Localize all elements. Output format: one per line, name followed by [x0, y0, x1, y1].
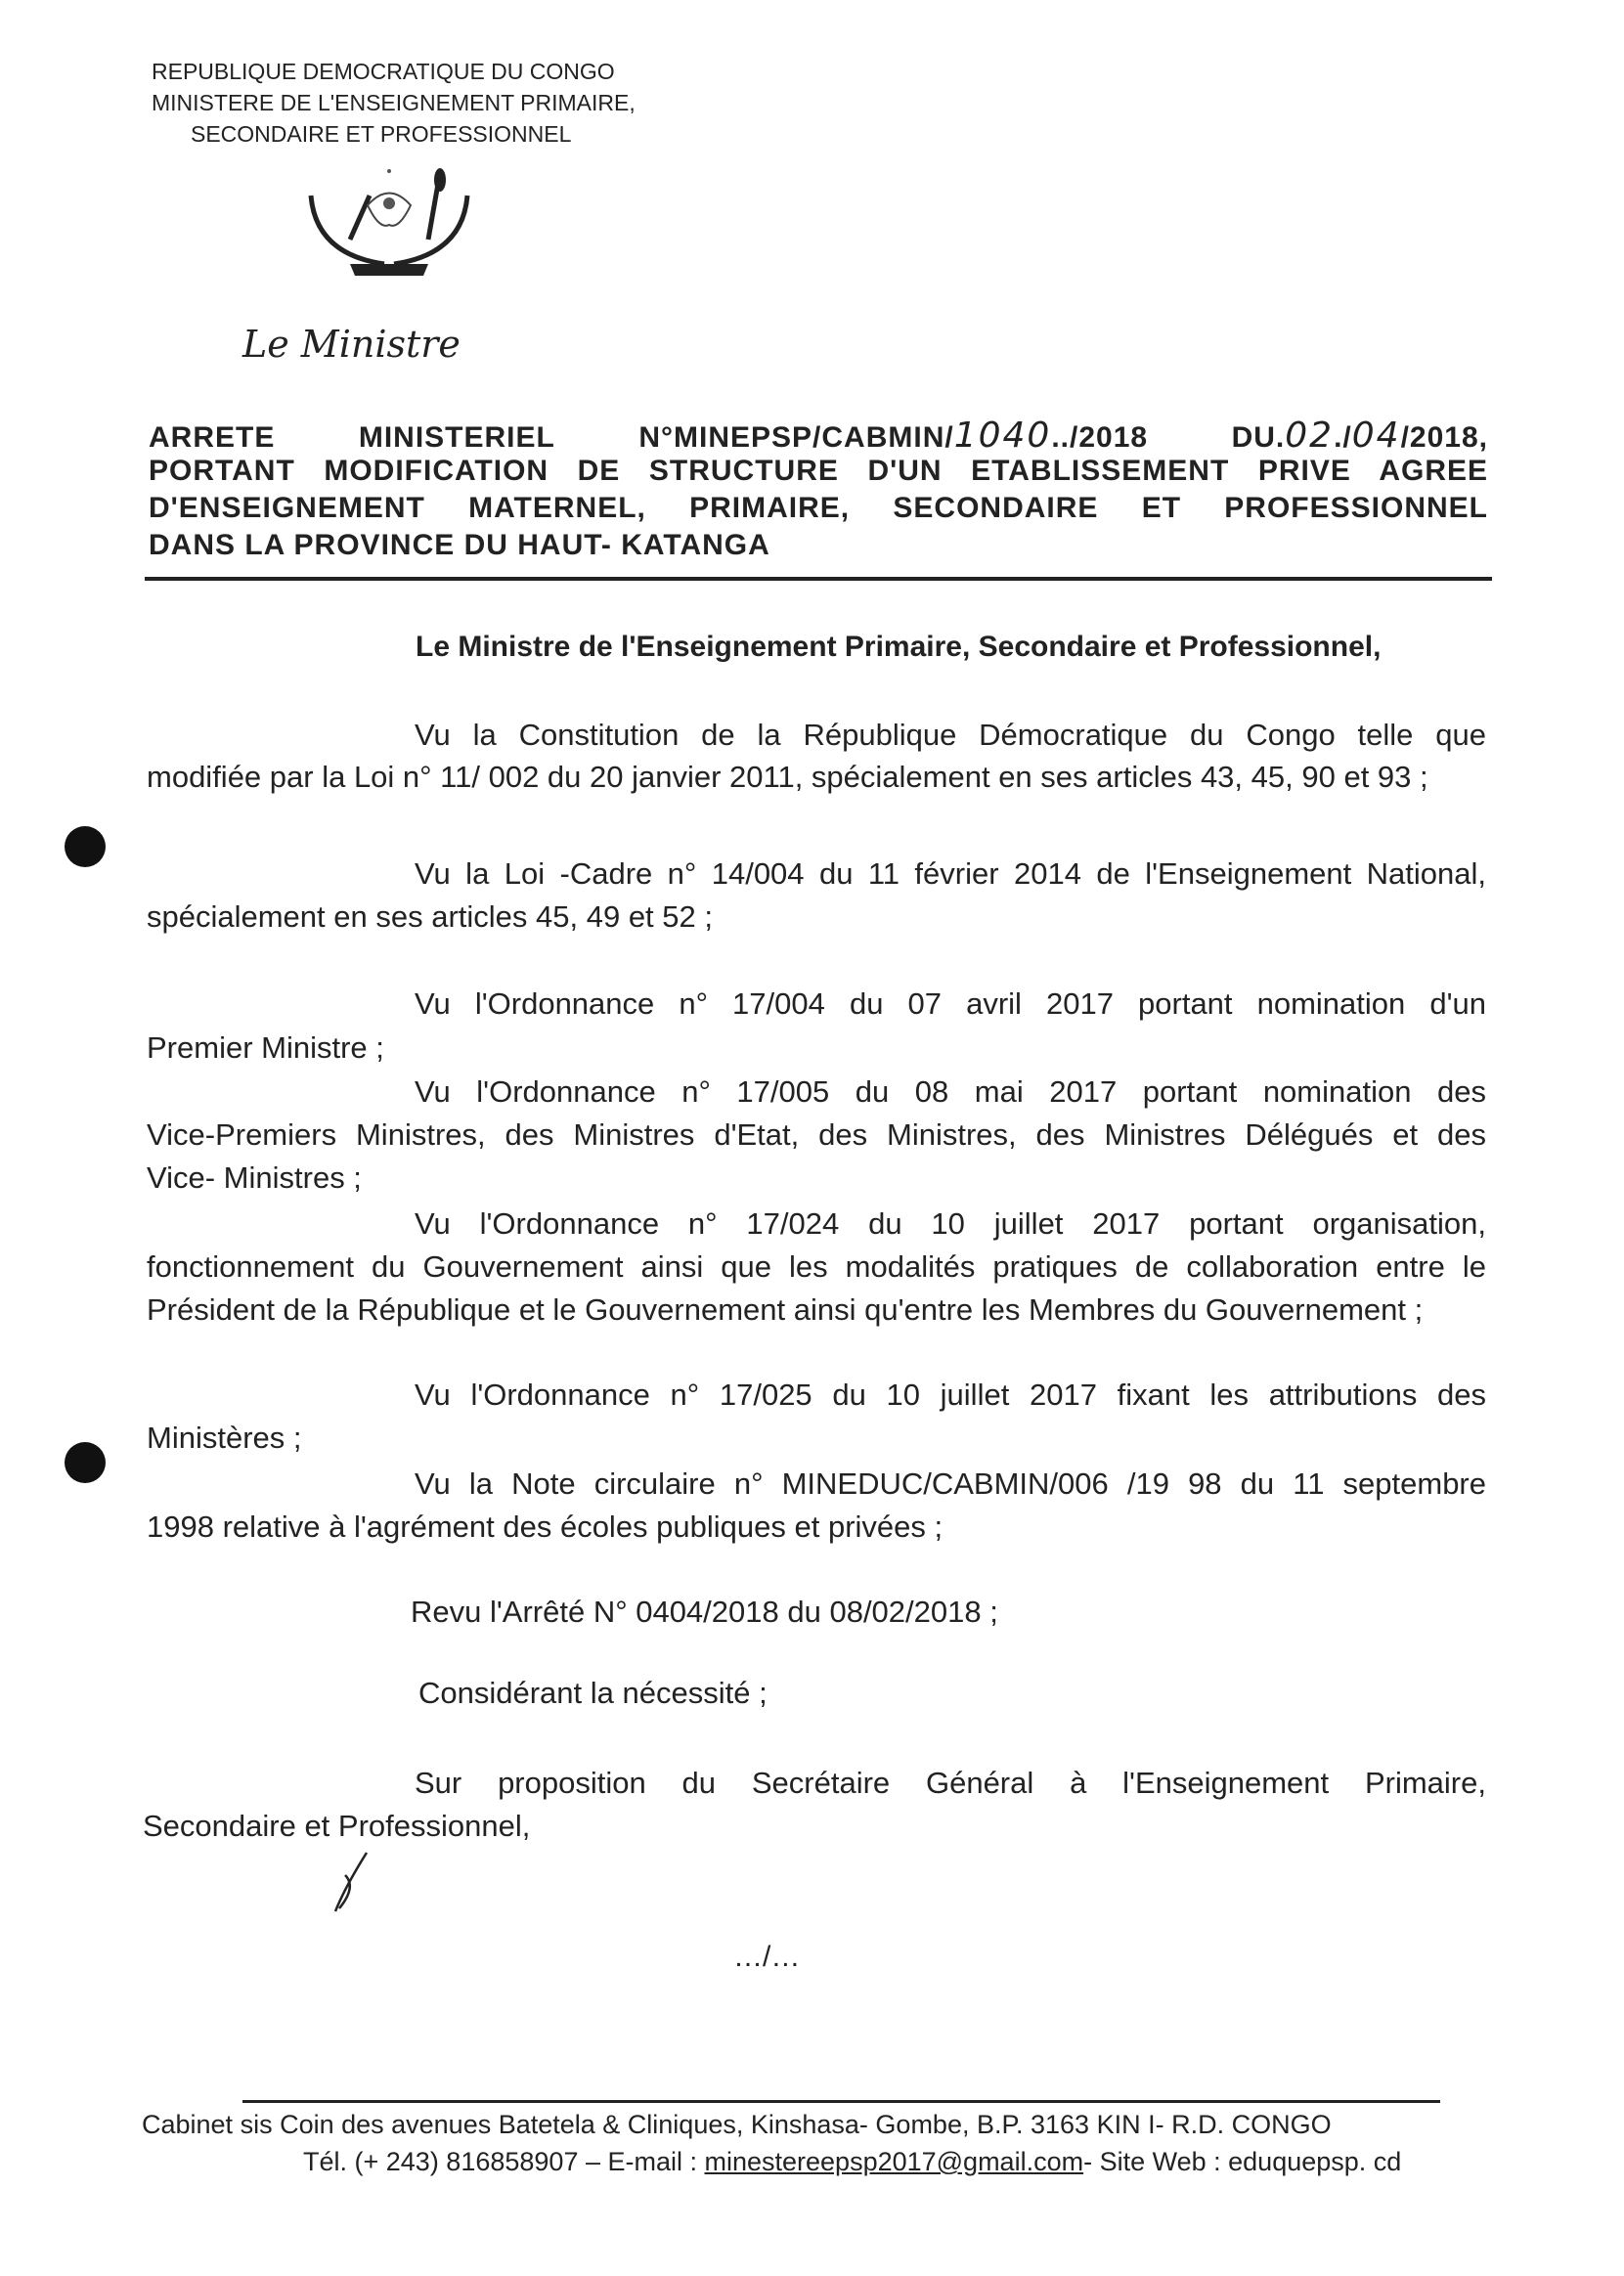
- header-country: REPUBLIQUE DEMOCRATIQUE DU CONGO: [152, 59, 615, 84]
- consideration-1-line-1: Vu la Constitution de la République Démocratique du Congo telle que: [415, 718, 1486, 752]
- page-continuation-mark: …/…: [733, 1941, 801, 1973]
- consideration-7-line-1: Vu la Note circulaire n° MINEDUC/CABMIN/006 /19 98 du 11 septembre: [415, 1466, 1486, 1501]
- handwritten-initial-mark: [328, 1848, 386, 1916]
- consideration-2-line-1: Vu la Loi -Cadre n° 14/004 du 11 février 2014 de l'Enseignement National,: [415, 856, 1486, 891]
- header-ministry-cont: SECONDAIRE ET PROFESSIONNEL: [191, 121, 572, 147]
- footer-tel: Tél. (+ 243) 816858907 – E-mail :: [303, 2147, 705, 2176]
- arrete-title-line-4: DANS LA PROVINCE DU HAUT- KATANGA: [149, 529, 770, 561]
- date-year: /2018,: [1400, 421, 1488, 454]
- number-handwritten: 1040: [953, 416, 1052, 456]
- title-divider: [145, 577, 1492, 581]
- coat-of-arms-emblem: [291, 166, 487, 284]
- arrete-number: [638, 416, 1148, 456]
- consideration-10-line-1: Sur proposition du Secrétaire Général à l'Enseignement Primaire,: [415, 1766, 1486, 1800]
- number-prefix: N°MINEPSP/CABMIN/: [638, 421, 954, 454]
- arrete-title-line-3: D'ENSEIGNEMENT MATERNEL, PRIMAIRE, SECONDAIRE ET PROFESSIONNEL: [149, 492, 1488, 524]
- footer-contact: [303, 2147, 1401, 2177]
- consideration-5-line-2: fonctionnement du Gouvernement ainsi que les modalités pratiques de collaboration entre le: [147, 1249, 1486, 1284]
- date-separator: ./: [1334, 421, 1352, 454]
- footer-divider: [242, 2100, 1440, 2103]
- number-suffix: ../2018: [1051, 421, 1149, 454]
- consideration-9: Considérant la nécessité ;: [418, 1676, 768, 1710]
- consideration-5-line-3: Président de la République et le Gouvernement ainsi qu'entre les Membres du Gouvernement ;: [147, 1292, 1424, 1327]
- footer-address: Cabinet sis Coin des avenues Batetela & Cliniques, Kinshasa- Gombe, B.P. 3163 KIN I- R.D. CONGO: [142, 2110, 1332, 2139]
- consideration-4-line-1: Vu l'Ordonnance n° 17/005 du 08 mai 2017 portant nomination des: [415, 1074, 1486, 1109]
- date-month: 04: [1351, 416, 1401, 456]
- consideration-3-line-2: Premier Ministre ;: [147, 1030, 384, 1065]
- footer-email-link[interactable]: minestereepsp2017@gmail.com: [704, 2147, 1084, 2176]
- header-ministry: MINISTERE DE L'ENSEIGNEMENT PRIMAIRE,: [152, 90, 636, 115]
- consideration-8: Revu l'Arrêté N° 0404/2018 du 08/02/2018 ;: [411, 1595, 998, 1629]
- consideration-6-line-1: Vu l'Ordonnance n° 17/025 du 10 juillet 2017 fixant les attributions des: [415, 1378, 1486, 1412]
- date-day: 02: [1285, 416, 1335, 456]
- consideration-1-line-2: modifiée par la Loi n° 11/ 002 du 20 janvier 2011, spécialement en ses articles 43, 45, 90 et 93 ;: [147, 760, 1428, 794]
- arrete-date: [1232, 416, 1488, 456]
- consideration-4-line-2: Vice-Premiers Ministres, des Ministres d'Etat, des Ministres, des Ministres Délégués et des: [147, 1117, 1486, 1152]
- consideration-2-line-2: spécialement en ses articles 45, 49 et 52 ;: [147, 899, 713, 934]
- consideration-3-line-1: Vu l'Ordonnance n° 17/004 du 07 avril 2017 portant nomination d'un: [415, 986, 1486, 1021]
- signatory-title: Le Ministre: [242, 323, 461, 366]
- arrete-word: ARRETE: [149, 421, 276, 454]
- consideration-10-line-2: Secondaire et Professionnel,: [143, 1809, 531, 1843]
- arrete-reference-line: [149, 416, 1488, 456]
- ministeriel-word: MINISTERIEL: [358, 421, 555, 454]
- consideration-5-line-1: Vu l'Ordonnance n° 17/024 du 10 juillet 2017 portant organisation,: [415, 1206, 1486, 1241]
- consideration-7-line-2: 1998 relative à l'agrément des écoles publiques et privées ;: [147, 1510, 944, 1544]
- arrete-title-line-2: PORTANT MODIFICATION DE STRUCTURE D'UN ETABLISSEMENT PRIVE AGREE: [149, 455, 1488, 487]
- punch-hole: [65, 1442, 106, 1483]
- punch-hole: [65, 826, 106, 867]
- date-prefix: DU.: [1231, 421, 1286, 454]
- intro-statement: Le Ministre de l'Enseignement Primaire, Secondaire et Professionnel,: [416, 631, 1382, 663]
- consideration-6-line-2: Ministères ;: [147, 1421, 302, 1455]
- consideration-4-line-3: Vice- Ministres ;: [147, 1160, 362, 1195]
- footer-website: - Site Web : eduquepsp. cd: [1083, 2147, 1402, 2176]
